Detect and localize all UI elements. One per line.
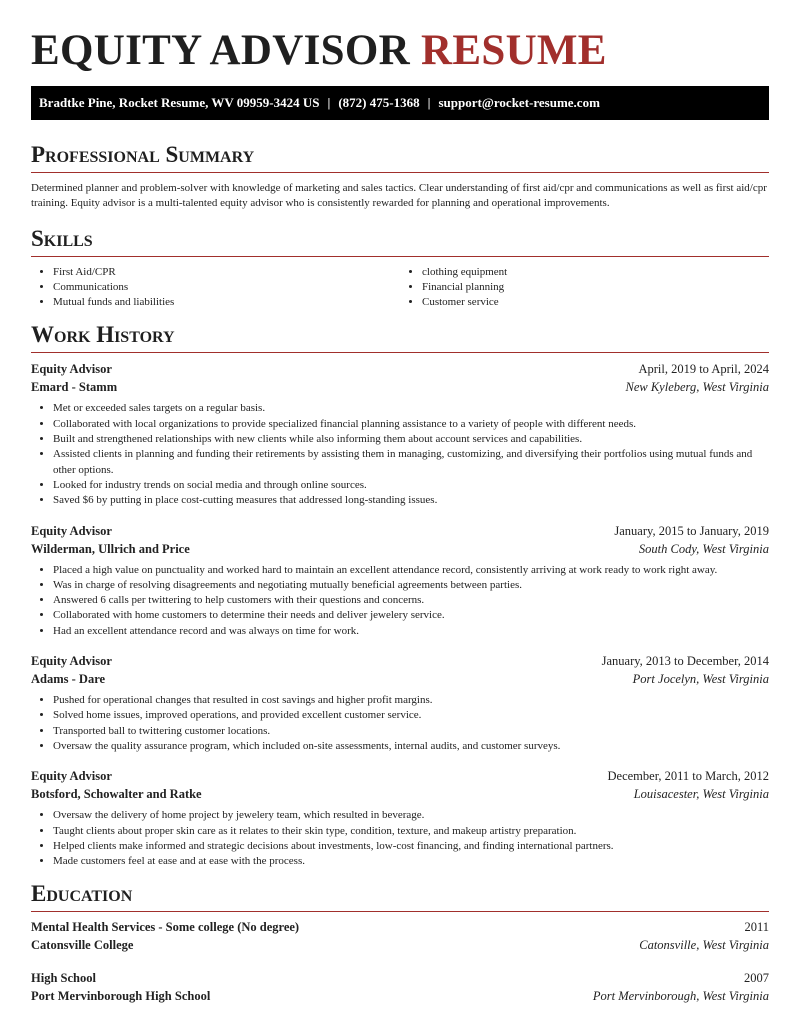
education-school: Port Mervinborough High School (31, 989, 211, 1004)
job-bullet: • Collaborated with local organizations to provide specialized financial planning assistance to a variety of people with different needs. (53, 417, 769, 432)
education-degree: Mental Health Services - Some college (No degree) (31, 920, 300, 935)
job-title: Equity Advisor (31, 523, 112, 538)
education-header (31, 969, 769, 987)
job-location: Port Jocelyn, West Virginia (632, 672, 769, 687)
job-title: Equity Advisor (31, 362, 112, 377)
job-bullet: • Saved $6 by putting in place cost-cutting measures that addressed long-standing issues. (53, 493, 769, 508)
job-header (31, 360, 769, 378)
education-section (31, 881, 769, 1005)
skill-item: • clothing equipment (422, 265, 769, 280)
contact-bar (31, 86, 769, 120)
contact-email[interactable]: support@rocket-resume.com (438, 95, 600, 110)
job-bullet: • Met or exceeded sales targets on a regular basis. (53, 401, 769, 416)
job-title: Equity Advisor (31, 654, 112, 669)
education-location: Port Mervinborough, West Virginia (592, 989, 769, 1004)
job-bullet: • Pushed for operational changes that resulted in cost savings and higher profit margins. (53, 693, 769, 708)
job-subheader (31, 785, 769, 803)
education-year: 2011 (744, 920, 769, 935)
job-bullet: • Solved home issues, improved operations, and provided excellent customer service. (53, 708, 769, 723)
section-divider (31, 172, 769, 173)
job-subheader (31, 540, 769, 558)
education-year: 2007 (744, 971, 769, 986)
contact-address: Bradtke Pine, Rocket Resume, WV 09959-3424 US (39, 95, 320, 110)
job-bullet: • Looked for industry trends on social media and through online sources. (53, 478, 769, 493)
education-school: Catonsville College (31, 938, 134, 953)
job-location: South Cody, West Virginia (638, 541, 769, 556)
job-company: Emard - Stamm (31, 380, 118, 395)
job-company: Adams - Dare (31, 672, 106, 687)
work-history-section (31, 322, 769, 869)
job-location: New Kyleberg, West Virginia (625, 380, 769, 395)
education-location: Catonsville, West Virginia (639, 938, 769, 953)
job-bullet: • Answered 6 calls per twittering to help customers with their questions and concerns. (53, 593, 769, 608)
summary-heading: Professional Summary (31, 142, 255, 167)
skills-column-left (31, 265, 400, 311)
skill-item: • Customer service (422, 295, 769, 310)
section-divider (31, 911, 769, 912)
work-history-heading: Work History (31, 322, 175, 348)
skills-heading: Skills (31, 225, 93, 251)
job-bullets (31, 693, 769, 754)
education-header (31, 918, 769, 936)
job-header (31, 652, 769, 670)
job-bullet: • Made customers feel at ease and at ease with the process. (53, 854, 769, 869)
job-bullet: • Oversaw the delivery of home project by jewelery team, which resulted in beverage. (53, 808, 769, 823)
summary-section (31, 142, 769, 212)
job-bullet: • Had an excellent attendance record and was always on time for work. (53, 624, 769, 639)
job-subheader (31, 670, 769, 688)
title-main: EQUITY ADVISOR (31, 27, 410, 74)
resume-title (31, 28, 769, 74)
job-company: Botsford, Schowalter and Ratke (31, 787, 202, 802)
education-entry (31, 969, 769, 1005)
education-heading: Education (31, 881, 133, 907)
skills-column-right (400, 265, 769, 311)
job-bullet: • Built and strengthened relationships with new clients while also informing them about account services and capabilities. (53, 432, 769, 447)
education-entry (31, 918, 769, 954)
job-bullet: • Collaborated with home customers to determine their needs and deliver jewelery service. (53, 608, 769, 623)
education-subheader (31, 987, 769, 1005)
job-bullet: • Oversaw the quality assurance program, which included on-site assessments, internal audits, and customer surveys. (53, 739, 769, 754)
skills-list (31, 265, 769, 311)
skill-item: • Financial planning (422, 280, 769, 295)
job-title: Equity Advisor (31, 769, 112, 784)
education-degree: High School (31, 971, 96, 986)
job-entry (31, 360, 769, 508)
job-bullet: • Assisted clients in planning and funding their retirements by assisting them in managing, customizing, and diversifying their portfolios using mutual funds and other options. (53, 447, 769, 478)
job-bullet: • Taught clients about proper skin care as it relates to their skin type, condition, texture, and makeup artistry preparation. (53, 824, 769, 839)
job-bullet: • Was in charge of resolving disagreements and negotiating mutually beneficial agreements between parties. (53, 578, 769, 593)
job-subheader (31, 378, 769, 396)
job-bullets (31, 808, 769, 869)
title-accent: RESUME (421, 27, 607, 74)
job-list (31, 360, 769, 869)
contact-separator: | (327, 95, 331, 110)
skill-item: • Mutual funds and liabilities (53, 295, 400, 310)
job-bullet: • Placed a high value on punctuality and worked hard to maintain an excellent attendance record, consistently arriving at work ready to work right away. (53, 563, 769, 578)
education-subheader (31, 936, 769, 954)
job-entry (31, 767, 769, 869)
job-location: Louisacester, West Virginia (633, 787, 769, 802)
skill-item: • First Aid/CPR (53, 265, 400, 280)
job-bullet: • Helped clients make informed and strategic decisions about investments, low-cost financing, and finding international partners. (53, 839, 769, 854)
job-header (31, 522, 769, 540)
job-dates: December, 2011 to March, 2012 (607, 769, 769, 784)
education-list (31, 918, 769, 1005)
job-entry (31, 522, 769, 639)
job-company: Wilderman, Ullrich and Price (31, 541, 190, 556)
skills-section (31, 226, 769, 311)
section-divider (31, 256, 769, 257)
job-header (31, 767, 769, 785)
job-dates: January, 2013 to December, 2014 (601, 654, 769, 669)
skill-item: • Communications (53, 280, 400, 295)
job-bullets (31, 563, 769, 639)
summary-text: Determined planner and problem-solver with knowledge of marketing and sales tactics. Clear understanding of first aid/cpr and communications as well as first aid/cpr training. Equity advisor is a multi-talented equity advisor who is consistently rewarded for planning and operational improvements. (31, 182, 767, 210)
job-bullet: • Transported ball to twittering customer locations. (53, 724, 769, 739)
job-entry (31, 652, 769, 754)
job-dates: January, 2015 to January, 2019 (614, 523, 769, 538)
contact-phone[interactable]: (872) 475-1368 (338, 95, 420, 110)
job-dates: April, 2019 to April, 2024 (638, 362, 769, 377)
contact-separator: | (427, 95, 431, 110)
section-divider (31, 352, 769, 353)
job-bullets (31, 401, 769, 508)
